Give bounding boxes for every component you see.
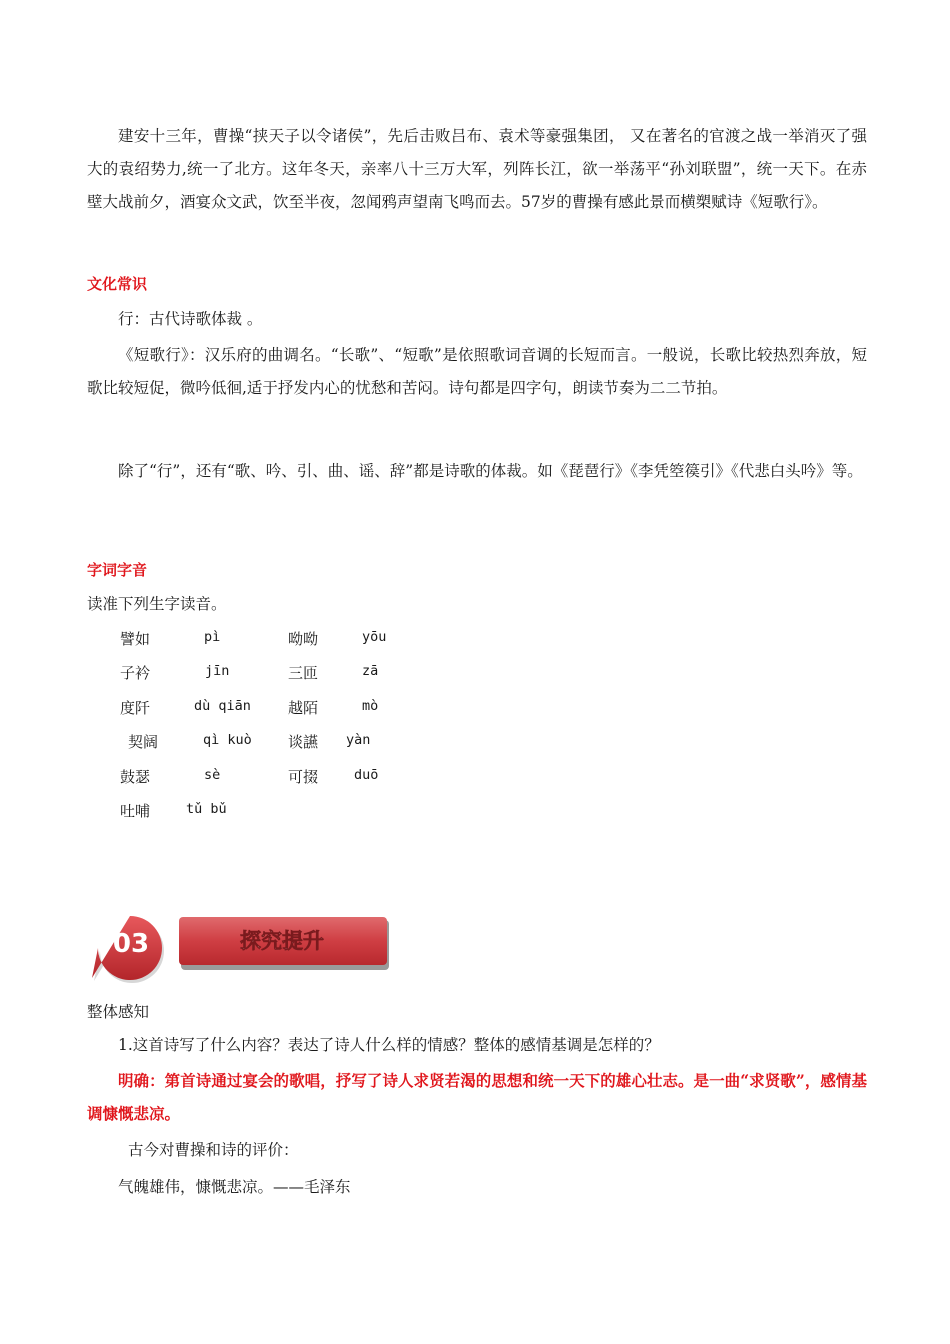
vocab-word: 呦呦 xyxy=(288,630,319,648)
vocab-word: 吐哺 xyxy=(120,802,151,820)
vocab-pinyin: dù qiān xyxy=(194,698,251,714)
vocab-word: 契阔 xyxy=(128,733,159,751)
vocab-word: 子衿 xyxy=(120,664,151,682)
vocab-word: 鼓瑟 xyxy=(120,768,151,786)
explore-answer: 明确：第首诗通过宴会的歌唱，抒写了诗人求贤若渴的思想和统一天下的雄心壮志。是一曲“求贤歌”，感情基调慷慨悲凉。 xyxy=(87,1071,867,1123)
culture-line-1: 行：古代诗歌体裁 。 xyxy=(118,310,263,328)
comment-intro: 古今对曹操和诗的评价： xyxy=(128,1141,299,1159)
vocab-pinyin: sè xyxy=(204,767,221,783)
vocab-pinyin: pì xyxy=(204,629,221,645)
vocab-word: 谈讌 xyxy=(288,733,319,751)
vocab-pinyin: qì kuò xyxy=(203,732,252,748)
vocab-pinyin: jīn xyxy=(205,663,230,679)
vocab-pinyin: yōu xyxy=(362,629,387,645)
explore-subheading: 整体感知 xyxy=(87,1003,150,1021)
explore-question: 1.这首诗写了什么内容？表达了诗人什么样的情感？整体的感情基调是怎样的？ xyxy=(118,1036,660,1054)
vocab-pinyin: yàn xyxy=(346,732,371,748)
vocab-word: 譬如 xyxy=(120,630,151,648)
vocab-intro: 读准下列生字读音。 xyxy=(87,595,227,613)
section-number: 03 xyxy=(112,929,150,959)
culture-heading: 文化常识 xyxy=(87,275,148,293)
vocab-pinyin: mò xyxy=(362,698,379,714)
vocab-word: 三匝 xyxy=(288,664,319,682)
vocab-pinyin: zā xyxy=(362,663,379,679)
vocab-heading: 字词字音 xyxy=(87,561,148,579)
culture-paragraph-3: 除了“行”，还有“歌、吟、引、曲、谣、辞”都是诗歌的体裁。如《琵琶行》《李凭箜篌引》《代悲白头吟》等。 xyxy=(118,462,863,480)
vocab-word: 可掇 xyxy=(288,768,319,786)
background-paragraph: 建安十三年，曹操“挟天子以令诸侯”，先后击败吕布、袁术等豪强集团， 又在著名的官渡之战一举消灭了强大的袁绍势力,统一了北方。这年冬天，亲率八十三万大军，列阵长江，欲一举荡平“孙刘联盟”，统一天下。在赤壁大战前夕，酒宴众文武，饮至半夜，忽闻鸦声望南飞鸣而去。57岁的曹操有感此景而横槊赋诗《短歌行》。 xyxy=(87,127,867,211)
vocab-pinyin: tǔ bǔ xyxy=(186,801,227,817)
vocab-word: 越陌 xyxy=(288,699,319,717)
section-title: 探究提升 xyxy=(240,929,324,953)
vocab-word: 度阡 xyxy=(120,699,151,717)
mao-quote: 气魄雄伟，慷慨悲凉。——毛泽东 xyxy=(118,1178,351,1196)
section-badge xyxy=(92,912,392,984)
culture-paragraph-2: 《短歌行》：汉乐府的曲调名。“长歌”、“短歌”是依照歌词音调的长短而言。一般说，长歌比较热烈奔放，短歌比较短促，微吟低徊,适于抒发内心的忧愁和苦闷。诗句都是四字句，朗读节奏为二二节拍。 xyxy=(87,346,867,397)
vocab-pinyin: duō xyxy=(354,767,379,783)
